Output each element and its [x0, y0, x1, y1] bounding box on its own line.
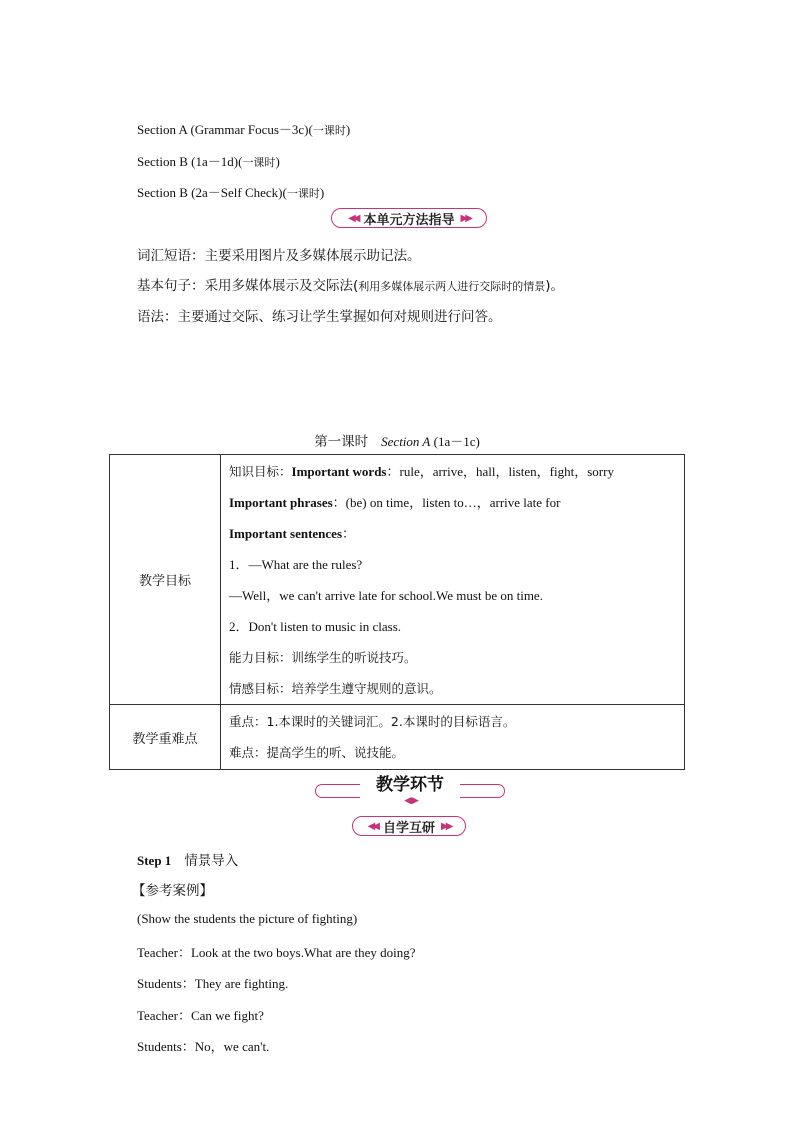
dialogue-line: Students：No，we can't.: [137, 1039, 270, 1054]
goals-cell: [221, 455, 685, 705]
lesson-goals-table: [109, 454, 685, 770]
method-vocab: 词汇短语：主要采用图片及多媒体展示助记法。: [137, 248, 421, 264]
goal-emotion: 情感目标：培养学生遵守规则的意识。: [229, 680, 442, 696]
goal-phrases: Important phrases：(be) on time，listen to…，arrive late for: [229, 494, 561, 510]
right-arrows-icon: ▶▶: [460, 212, 470, 224]
method-banner-label: 本单元方法指导: [363, 212, 455, 228]
goal-sentence-1a: —Well，we can't arrive late for school.We must be on time.: [229, 587, 543, 603]
dialogue-line: (Show the students the picture of fighting): [137, 911, 358, 926]
keypoint-difficulty: 难点：提高学生的听、说技能。: [229, 745, 405, 760]
goals-header: 教学目标: [110, 455, 221, 705]
goal-sentence-2: 2．Don't listen to music in class.: [229, 618, 402, 634]
goal-ability: 能力目标：训练学生的听说技巧。: [229, 649, 417, 665]
section-line-3: Section B (2a－Self Check)(一课时): [137, 185, 325, 200]
diamond-ornament-icon: ◀◆▶: [404, 795, 416, 805]
dialogue-line: Teacher：Can we fight?: [137, 1008, 264, 1023]
step-heading: Step 1 情景导入: [137, 853, 239, 869]
dialogue-line: Students：They are fighting.: [137, 976, 289, 991]
method-grammar: 语法：主要通过交际、练习让学生掌握如何对规则进行问答。: [137, 309, 502, 325]
goal-sentence-1q: 1．—What are the rules?: [229, 556, 363, 572]
lesson-title: 第一课时 Section A (1a－1c): [314, 434, 480, 450]
self-study-banner: [352, 816, 466, 836]
teaching-steps-banner: [315, 774, 505, 804]
reference-case-label: 【参考案例】: [132, 883, 213, 899]
keypoints-cell: [221, 705, 685, 770]
method-banner: [331, 208, 487, 228]
section-line-1: Section A (Grammar Focus－3c)(一课时): [137, 122, 351, 137]
right-arrows-icon: ▶▶: [441, 820, 451, 832]
left-arrows-icon: ◀◀: [367, 820, 377, 832]
goal-words: 知识目标：Important words：rule，arrive，hall，listen，fight，sorry: [229, 463, 614, 479]
keypoints-header: 教学重难点: [110, 705, 221, 770]
teaching-steps-label: 教学环节: [360, 774, 460, 798]
keypoint-focus: 重点：1.本课时的关键词汇。2.本课时的目标语言。: [229, 714, 516, 729]
dialogue-line: Teacher：Look at the two boys.What are they doing?: [137, 945, 416, 960]
method-sentence: 基本句子：采用多媒体展示及交际法(利用多媒体展示两人进行交际时的情景)。: [137, 278, 565, 294]
goal-sentences: Important sentences：: [229, 525, 356, 541]
self-study-label: 自学互研: [382, 820, 435, 836]
left-arrows-icon: ◀◀: [348, 212, 358, 224]
section-line-2: Section B (1a－1d)(一课时): [137, 154, 280, 169]
